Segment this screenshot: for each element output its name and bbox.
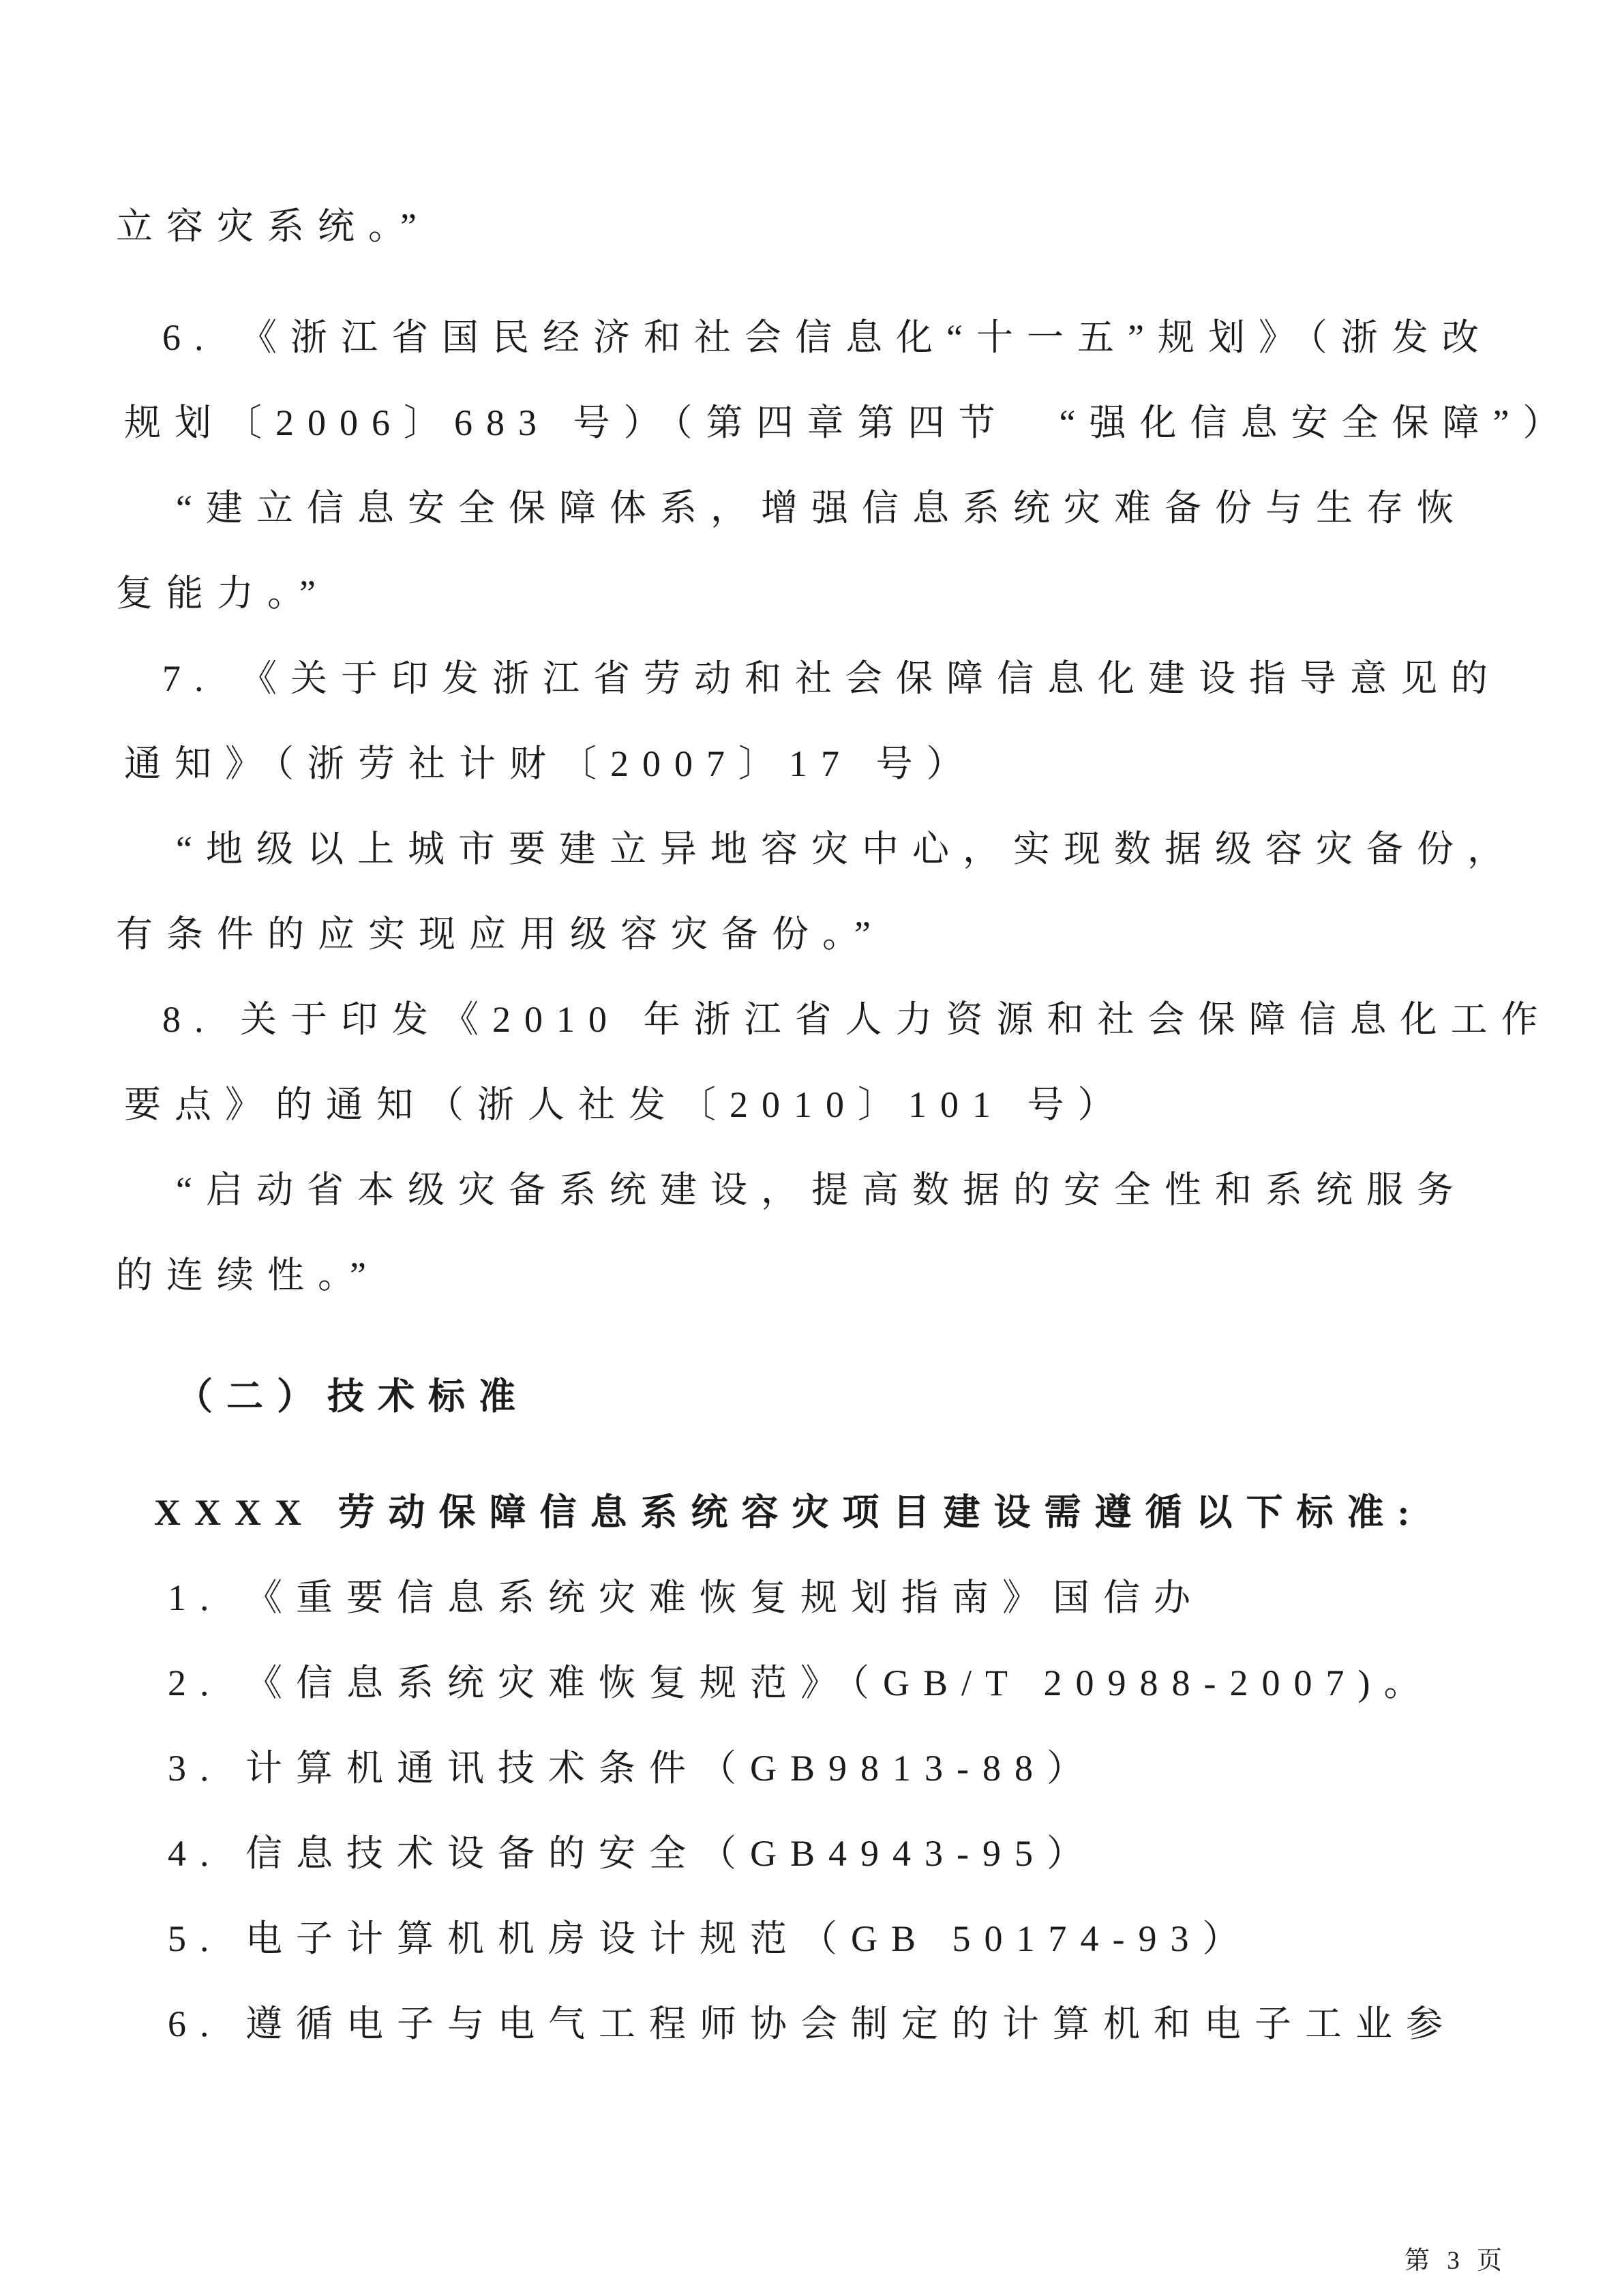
section-heading: （二）技术标准 <box>176 1376 529 1417</box>
reference-item-6: 6. 《浙江省国民经济和社会信息化“十一五”规划》（浙发改 <box>162 317 1492 358</box>
quote-line-cont: 的连续性。” <box>116 1255 380 1296</box>
quote-line: “地级以上城市要建立异地容灾中心，实现数据级容灾备份， <box>176 829 1518 869</box>
reference-item-7-cont: 通知》（浙劳社计财〔2007〕17 号） <box>124 743 977 784</box>
page-number: 第 3 页 <box>1405 2247 1507 2275</box>
standard-item-3: 3. 计算机通讯技术条件（GB9813-88） <box>168 1748 1097 1789</box>
standard-item-2: 2. 《信息系统灾难恢复规范》（GB/T 20988-2007)。 <box>168 1663 1435 1703</box>
standard-item-6: 6. 遵循电子与电气工程师协会制定的计算机和电子工业参 <box>168 2003 1456 2044</box>
reference-item-8: 8. 关于印发《2010 年浙江省人力资源和社会保障信息化工作 <box>162 999 1552 1040</box>
standard-item-5: 5. 电子计算机机房设计规范（GB 50174-93） <box>168 1918 1253 1959</box>
standards-intro: XXXX 劳动保障信息系统容灾项目建设需遵循以下标准: <box>154 1492 1424 1533</box>
standard-item-4: 4. 信息技术设备的安全（GB4943-95） <box>168 1833 1097 1874</box>
quote-line: “启动省本级灾备系统建设，提高数据的安全性和系统服务 <box>176 1169 1467 1210</box>
paragraph-line: 立容灾系统。” <box>116 206 430 247</box>
quote-line-cont: 有条件的应实现应用级容灾备份。” <box>116 914 884 955</box>
standard-item-1: 1. 《重要信息系统灾难恢复规划指南》国信办 <box>168 1577 1204 1618</box>
reference-item-6-cont: 规划〔2006〕683 号）（第四章第四节 “强化信息安全保障”） <box>124 402 1574 443</box>
reference-item-8-cont: 要点》的通知（浙人社发〔2010〕101 号） <box>124 1084 1128 1125</box>
quote-line-cont: 复能力。” <box>116 573 329 614</box>
quote-line: “建立信息安全保障体系，增强信息系统灾难备份与生存恢 <box>176 488 1467 528</box>
reference-item-7: 7. 《关于印发浙江省劳动和社会保障信息化建设指导意见的 <box>162 658 1501 699</box>
